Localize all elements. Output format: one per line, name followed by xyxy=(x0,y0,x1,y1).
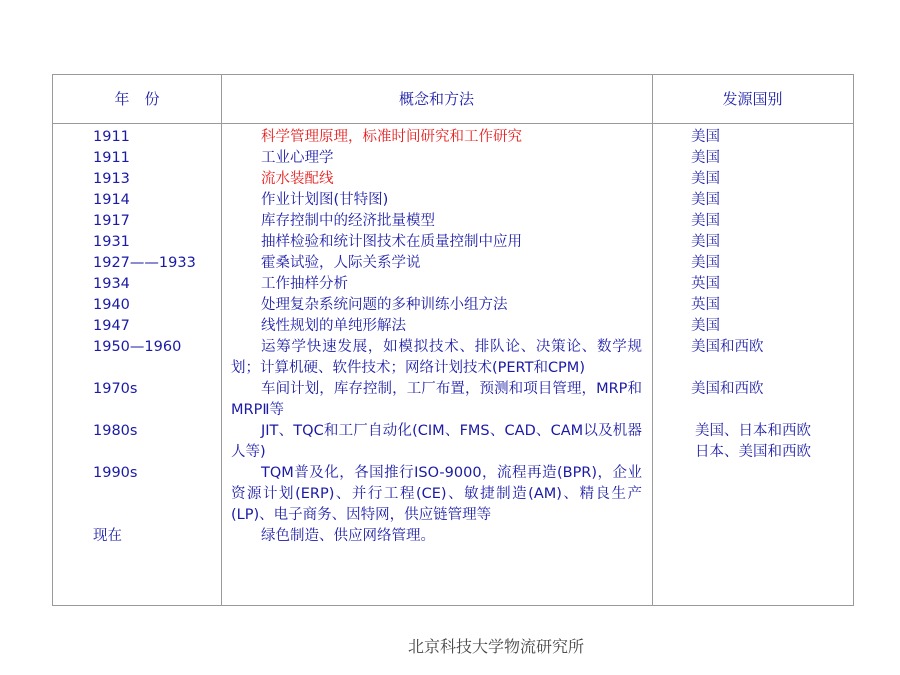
table-row xyxy=(53,421,853,463)
origin-cell xyxy=(691,253,851,274)
concept-cell: 霍桑试验，人际关系学说 xyxy=(261,255,421,271)
table-row xyxy=(53,295,853,316)
concept-cell: 库存控制中的经济批量模型 xyxy=(261,213,435,229)
concept-cell: 抽样检验和统计图技术在质量控制中应用 xyxy=(261,234,522,250)
concept-cell: 科学管理原理，标准时间研究和工作研究 xyxy=(261,129,522,145)
year-cell: 1911 xyxy=(93,129,130,145)
origin-country: 美国 xyxy=(691,255,720,271)
origin-cell xyxy=(691,316,851,337)
year-cell: 1950—1960 xyxy=(93,339,182,355)
table-row xyxy=(53,211,853,232)
header-divider xyxy=(53,123,853,124)
origin-cell xyxy=(691,211,851,232)
header-year: 年 份 xyxy=(114,90,160,108)
concept-cell: JIT、TQC和工厂自动化(CIM、FMS、CAD、CAM以及机器人等) xyxy=(231,423,642,460)
table-row xyxy=(53,190,853,211)
origin-cell xyxy=(691,148,851,169)
origin-cell xyxy=(691,169,851,190)
origin-country: 美国 xyxy=(691,234,720,250)
origin-country: 英国 xyxy=(691,297,720,313)
origin-country: 美国 xyxy=(691,213,720,229)
origin-cell xyxy=(691,232,851,253)
concept-cell: TQM普及化，各国推行ISO-9000，流程再造(BPR)，企业资源计划(ERP)、并行工程(CE)、敏捷制造(AM)、精良生产(LP)、电子商务、因特网，供应链管理等 xyxy=(231,465,642,523)
concept-cell: 流水装配线 xyxy=(261,171,334,187)
origin-cell xyxy=(691,190,851,211)
origin-country: 美国 xyxy=(691,171,720,187)
origin-country: 日本、美国和西欧 xyxy=(695,444,811,460)
origin-cell xyxy=(695,421,855,463)
table-row xyxy=(53,253,853,274)
concept-cell: 绿色制造、供应网络管理。 xyxy=(261,528,435,544)
institution-footer: 北京科技大学物流研究所 xyxy=(408,637,585,656)
table-row xyxy=(53,316,853,337)
origin-country: 美国 xyxy=(691,318,720,334)
table-row xyxy=(53,274,853,295)
table-row xyxy=(53,148,853,169)
year-cell: 1940 xyxy=(93,297,130,313)
origin-country: 美国 xyxy=(691,150,720,166)
origin-country: 美国和西欧 xyxy=(691,381,764,397)
concept-cell: 工作抽样分析 xyxy=(261,276,348,292)
concept-cell: 运筹学快速发展，如模拟技术、排队论、决策论、数学规划；计算机硬、软件技术；网络计划技术(PERT和CPM) xyxy=(231,339,642,376)
header-origin: 发源国别 xyxy=(722,90,783,108)
concept-cell: 处理复杂系统问题的多种训练小组方法 xyxy=(261,297,508,313)
origin-cell xyxy=(691,127,851,148)
history-table xyxy=(52,74,854,606)
origin-country: 美国和西欧 xyxy=(691,339,764,355)
year-cell: 1934 xyxy=(93,276,130,292)
year-cell: 1980s xyxy=(93,423,138,439)
year-cell: 1970s xyxy=(93,381,138,397)
origin-cell xyxy=(691,379,851,400)
table-row xyxy=(53,463,853,526)
table-row xyxy=(53,379,853,421)
origin-country: 美国 xyxy=(691,192,720,208)
concept-cell: 线性规划的单纯形解法 xyxy=(261,318,406,334)
origin-country: 英国 xyxy=(691,276,720,292)
year-cell: 1911 xyxy=(93,150,130,166)
origin-cell xyxy=(691,337,851,358)
table-row xyxy=(53,337,853,379)
year-cell: 1990s xyxy=(93,465,138,481)
origin-country: 美国、日本和西欧 xyxy=(695,423,811,439)
table-row xyxy=(53,232,853,253)
concept-cell: 作业计划图(甘特图) xyxy=(261,192,389,208)
origin-cell xyxy=(691,274,851,295)
year-cell: 1931 xyxy=(93,234,130,250)
header-concept: 概念和方法 xyxy=(398,90,474,108)
year-cell: 1947 xyxy=(93,318,130,334)
table-body xyxy=(53,127,853,547)
year-cell: 1913 xyxy=(93,171,130,187)
year-cell: 1914 xyxy=(93,192,130,208)
table-row xyxy=(53,169,853,190)
table-row xyxy=(53,127,853,148)
year-cell: 1917 xyxy=(93,213,130,229)
origin-country: 美国 xyxy=(691,129,720,145)
year-cell: 1927——1933 xyxy=(93,255,196,271)
origin-cell xyxy=(691,295,851,316)
year-cell: 现在 xyxy=(93,528,122,544)
table-row xyxy=(53,526,853,547)
concept-cell: 车间计划，库存控制，工厂布置，预测和项目管理，MRP和MRPⅡ等 xyxy=(231,381,642,418)
concept-cell: 工业心理学 xyxy=(261,150,334,166)
